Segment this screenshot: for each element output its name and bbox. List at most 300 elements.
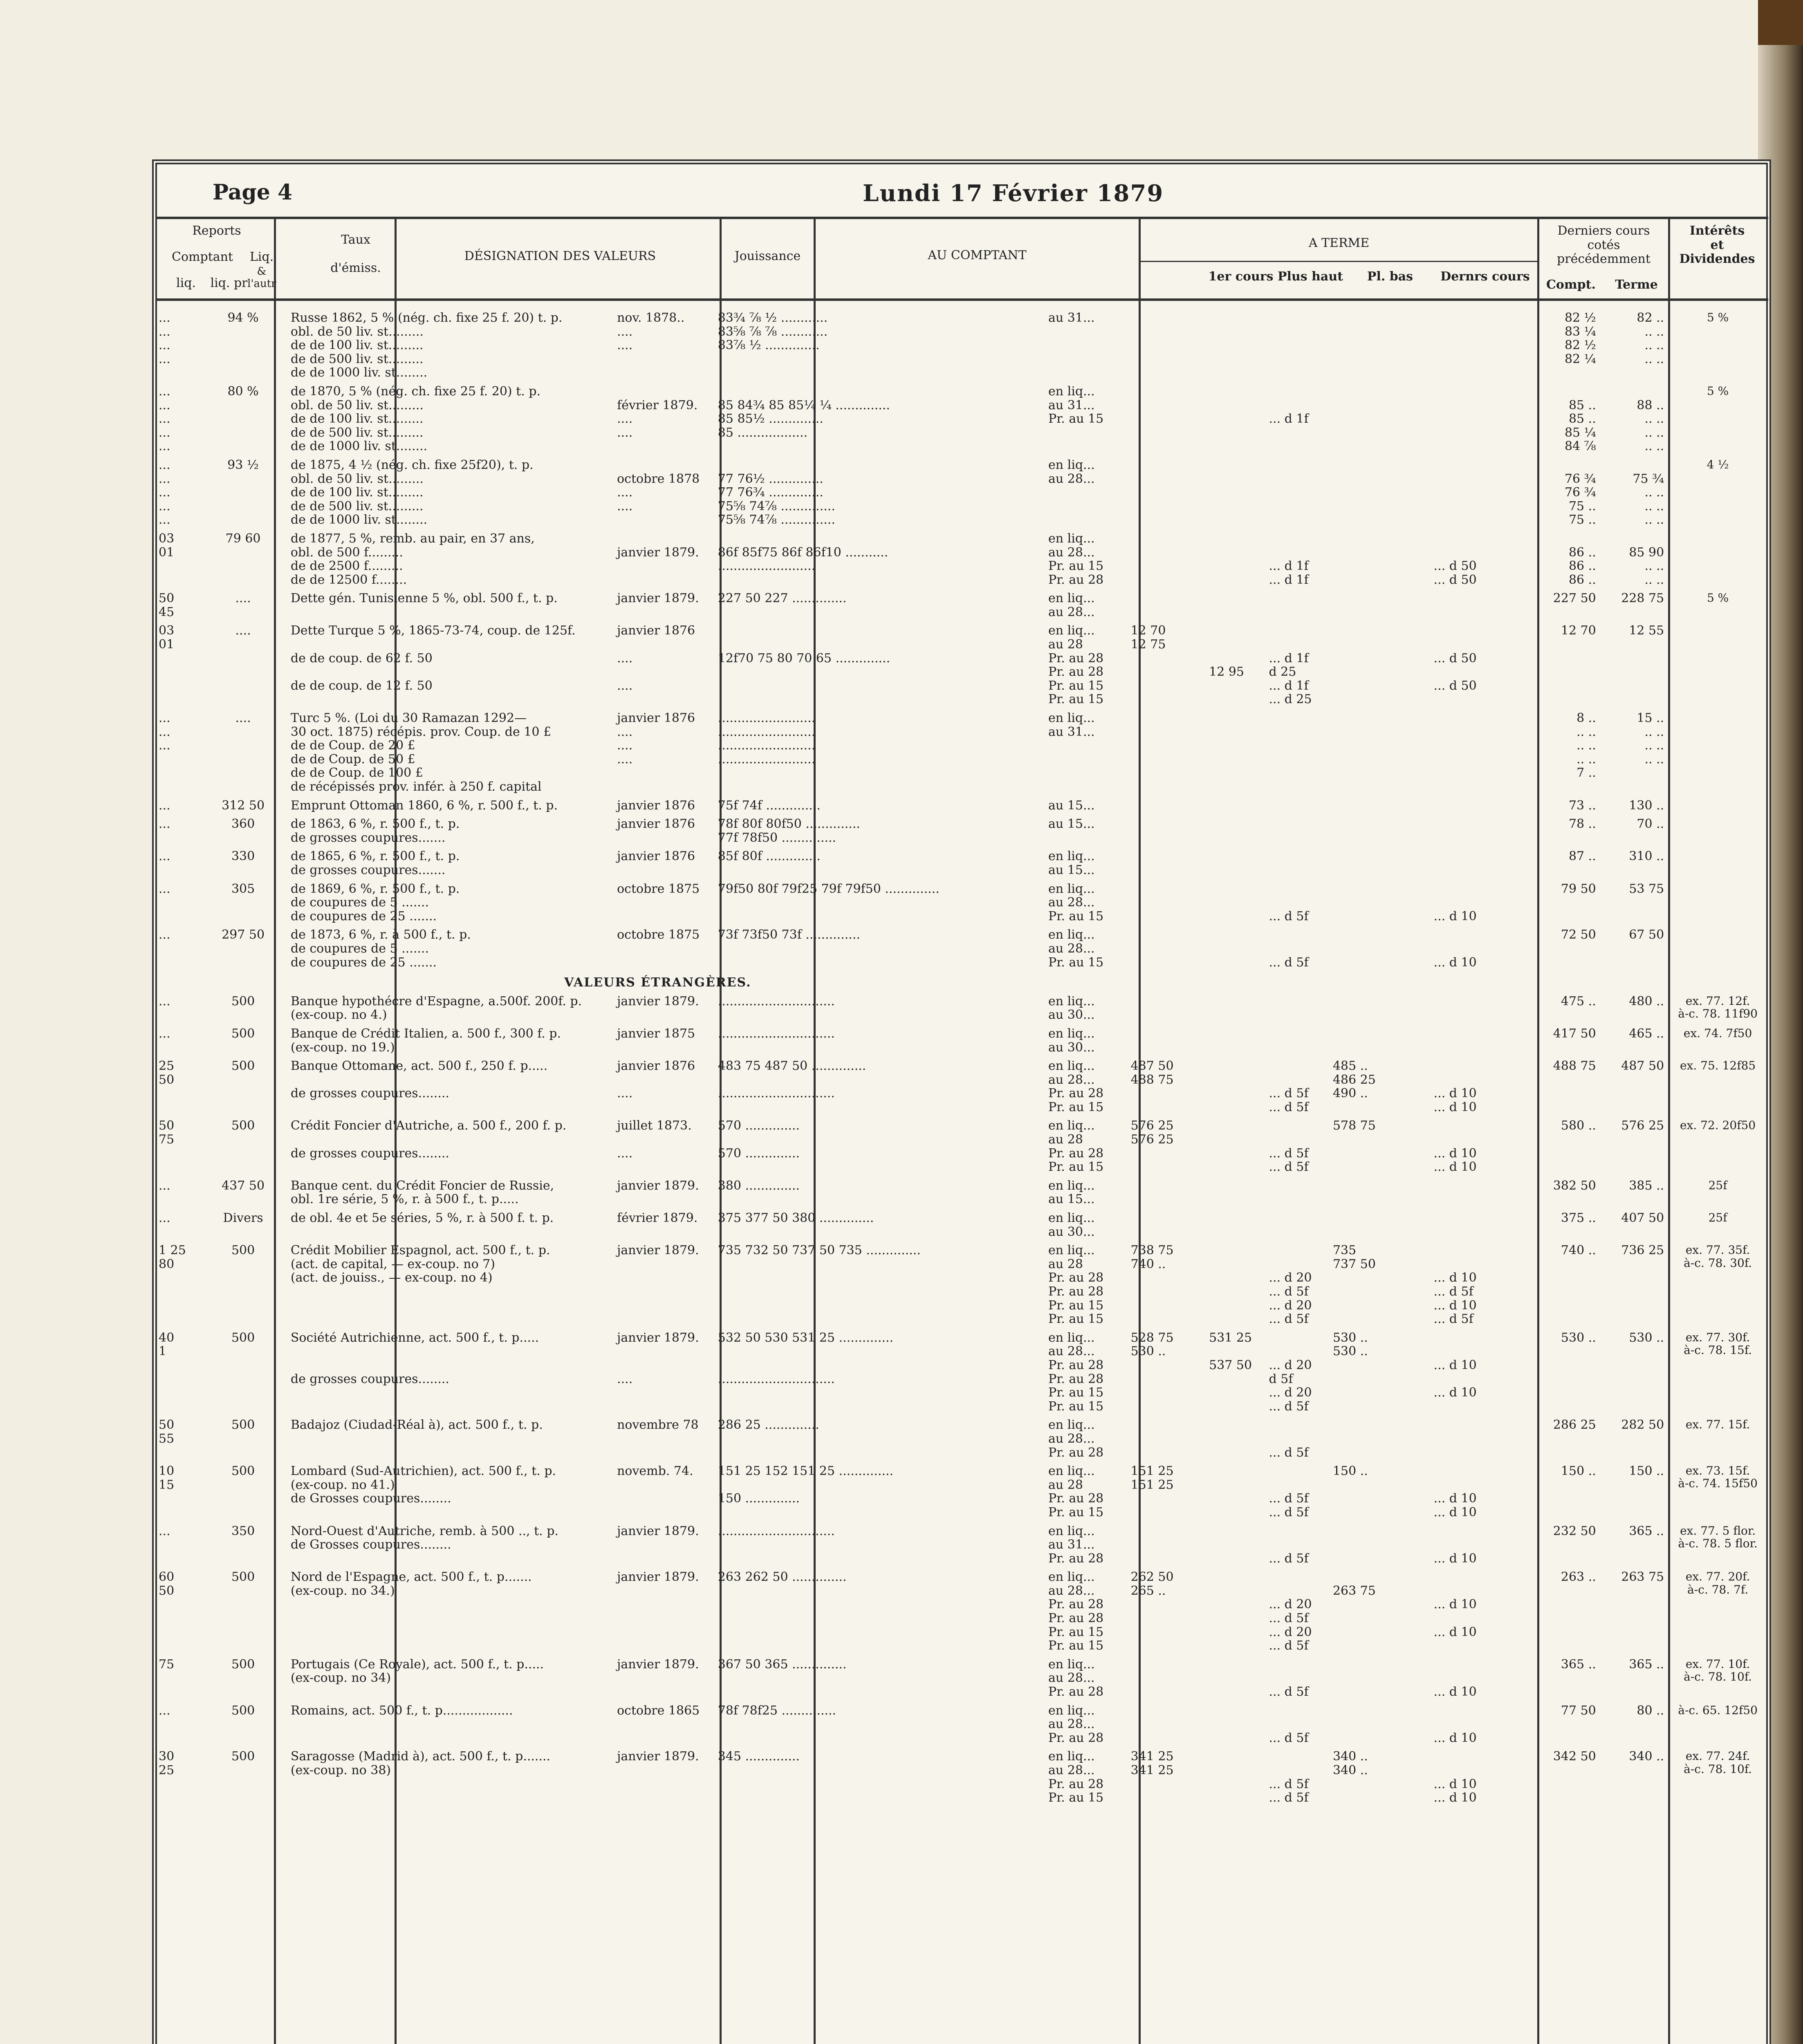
taux-cell: .... (235, 711, 251, 726)
taux-cell: Divers (223, 1211, 263, 1226)
comptant-cell: 367 50 365 .............. (718, 1657, 847, 1672)
derniers-compt-cell: 12 70 (1561, 623, 1596, 638)
comptant-cell: 380 .............. (718, 1178, 800, 1193)
plus-haut-cell (1206, 1462, 1265, 1522)
derniers-compt-cell: 77 50 (1561, 1703, 1596, 1718)
plus-haut-cell (1206, 796, 1265, 815)
table-row (155, 1024, 1768, 1057)
table-row (155, 1522, 1768, 1568)
derniers-terme-cell: 340 .. (1629, 1749, 1664, 1764)
premier-cours-cell: 12 70 12 75 (1130, 623, 1166, 652)
pl-bas-cell (1266, 456, 1330, 529)
designation-cell: Banque de Crédit Italien, a. 500 f., 300 f. p. (ex-coup. no 19.) (290, 1026, 561, 1055)
dern-cours-cell (1330, 992, 1431, 1024)
derniers-compt-cell: 286 25 (1553, 1418, 1596, 1432)
terme-cell: au 15... (1048, 817, 1095, 831)
taux-cell: 80 % (227, 384, 259, 399)
derniers-terme-cell: 365 .. (1629, 1524, 1664, 1538)
pl-bas-cell: ... d 5f (1269, 1551, 1309, 1566)
plus-haut-cell (1206, 1057, 1265, 1116)
derniers-compt-cell: 342 50 (1553, 1749, 1596, 1764)
dern-cours-suffix-cell: ... d 10 ... d 10 (1433, 1777, 1477, 1805)
hdr-a-terme: A TERME (1308, 236, 1370, 250)
derniers-terme-cell: 263 75 (1621, 1570, 1664, 1585)
dern-cours-cell (1330, 1416, 1431, 1462)
column-header-rule (155, 298, 1768, 301)
pl-bas-cell: ... d 1f d 25 ... d 1f ... d 25 (1269, 651, 1312, 707)
reports-cell: ... (159, 1211, 170, 1226)
designation-cell: Saragosse (Madrid à), act. 500 f., t. p....... (ex-coup. no 38) (290, 1749, 551, 1777)
reports-cell: ... (159, 1524, 170, 1538)
table-row (155, 1462, 1768, 1522)
premier-cours-cell (1128, 1701, 1206, 1748)
pl-bas-cell: ... d 20 d 5f ... d 20 ... d 5f (1269, 1358, 1312, 1414)
premier-cours-cell: 151 25 151 25 (1130, 1464, 1174, 1492)
comptant-cell: 79f50 80f 79f25 79f 79f50 .............. (718, 881, 940, 896)
pl-bas-cell: ... d 5f (1269, 955, 1309, 970)
reports-cell: ... (159, 881, 170, 896)
terme-cell: au 31... (1048, 311, 1095, 325)
dern-cours-suffix-cell: ... d 10 ... d 10 (1433, 1358, 1477, 1400)
reports-cell: 75 (159, 1657, 175, 1672)
interets-cell: ex. 77. 35f. à-c. 78. 30f. (1684, 1243, 1752, 1270)
premier-cours-cell (1128, 847, 1206, 879)
taux-cell: 350 (231, 1524, 255, 1538)
reports-cell: ... (159, 798, 170, 813)
derniers-compt-cell: 73 .. (1568, 798, 1596, 813)
reports-cell: 50 45 (159, 591, 175, 619)
derniers-compt-cell: 85 .. 85 .. 85 ¼ 84 ⅞ (1564, 398, 1596, 454)
table-row (155, 621, 1768, 709)
table-row (155, 1747, 1768, 1807)
designation-cell: Nord de l'Espagne, act. 500 f., t. p....... (ex-coup. no 34.) (290, 1570, 532, 1598)
jouissance-cell: janvier 1876 .... (617, 1059, 695, 1101)
reports-cell: ... ... ... ... (159, 311, 170, 366)
reports-cell: ... (159, 1026, 170, 1041)
hdr-liq-pr: liq. pr (210, 276, 248, 290)
terme-cell: en liq... au 28... Pr. au 28 Pr. au 15 (1048, 1059, 1104, 1114)
reports-cell: ... (159, 928, 170, 942)
table-row (155, 1177, 1768, 1209)
dern-cours-cell (1330, 621, 1431, 709)
plus-haut-cell (1206, 992, 1265, 1024)
dern-cours-cell: 150 .. (1332, 1464, 1368, 1479)
interets-cell: ex. 77. 5 flor. à-c. 78. 5 flor. (1678, 1524, 1758, 1550)
jouissance-cell: janvier 1879. (617, 1524, 699, 1538)
jouissance-cell: octobre 1875 (617, 881, 700, 896)
pl-bas-cell: ... d 5f (1269, 1730, 1309, 1745)
interets-cell (1667, 796, 1768, 815)
terme-cell: en liq... au 28... Pr. au 28 Pr. au 28 Pr. au 15 Pr. au 15 (1048, 1330, 1104, 1414)
hdr-liq-1: liq. (176, 276, 196, 290)
taux-cell: 79 60 (225, 531, 261, 546)
jouissance-cell: novembre 78 (617, 1418, 699, 1432)
dern-cours-suffix-cell (1431, 796, 1532, 815)
pl-bas-cell: ... d 20 ... d 5f ... d 20 ... d 5f (1269, 1271, 1312, 1327)
derniers-compt-cell: 78 .. (1568, 817, 1596, 831)
designation-cell: de 1873, 6 %, r. à 500 f., t. p. de coupures de 5 ....... de coupures de 25 ....... (290, 928, 471, 970)
comptant-cell: ......................... ......................... ......................... ......................... (718, 711, 816, 766)
dern-cours-suffix-cell (1431, 309, 1532, 382)
plus-haut-cell (1206, 529, 1265, 589)
premier-cours-cell (1128, 309, 1206, 382)
derniers-compt-cell: 82 ½ 83 ¼ 82 ½ 82 ¼ (1564, 311, 1596, 366)
premier-cours-cell (1128, 529, 1206, 589)
premier-cours-cell (1128, 1024, 1206, 1057)
pl-bas-cell (1266, 1177, 1330, 1209)
reports-cell: 50 75 (159, 1118, 175, 1147)
jouissance-cell: janvier 1879. (617, 591, 699, 606)
page-date: Lundi 17 Février 1879 (863, 180, 1164, 207)
premier-cours-cell (1128, 1416, 1206, 1462)
designation-cell: Nord-Ouest d'Autriche, remb. à 500 .., t. p. de Grosses coupures........ (290, 1524, 558, 1552)
jouissance-cell: janvier 1879. (617, 1243, 699, 1258)
hdr-taux: Taux d'émiss. (330, 233, 381, 275)
interets-cell (1667, 815, 1768, 847)
derniers-terme-cell: 150 .. (1629, 1464, 1664, 1479)
plus-haut-cell (1206, 1209, 1265, 1241)
reports-cell: ... (159, 1178, 170, 1193)
premier-cours-cell (1128, 382, 1206, 456)
plus-haut-cell (1206, 815, 1265, 847)
taux-cell: 500 (231, 1243, 255, 1258)
hdr-premier-cours: 1er cours (1208, 269, 1274, 284)
jouissance-cell: janvier 1879. .... (617, 1330, 699, 1386)
plus-haut-cell (1206, 1416, 1265, 1462)
comptant-cell: 78f 78f25 .............. (718, 1703, 836, 1718)
table-row (155, 815, 1768, 847)
derniers-compt-cell: 365 .. (1561, 1657, 1596, 1672)
reports-cell: 30 25 (159, 1749, 175, 1777)
table-row (155, 1241, 1768, 1329)
dern-cours-suffix-cell (1431, 847, 1532, 879)
jouissance-cell: janvier 1879. (617, 1570, 699, 1585)
premier-cours-cell (1128, 456, 1206, 529)
derniers-compt-cell: 8 .. .. .. .. .. .. .. 7 .. (1577, 711, 1596, 780)
dern-cours-cell: 530 .. 530 .. (1332, 1330, 1368, 1359)
terme-cell: en liq... au 28... Pr. au 28 Pr. au 28 Pr. au 15 Pr. au 15 (1048, 1570, 1104, 1653)
taux-cell: 360 (231, 817, 255, 831)
taux-cell: 297 50 (222, 928, 265, 942)
pl-bas-cell (1266, 796, 1330, 815)
designation-cell: Banque cent. du Crédit Foncier de Russie, obl. 1re série, 5 %, r. à 500 f., t. p..... (290, 1178, 554, 1207)
plus-haut-cell (1206, 1568, 1265, 1655)
interets-cell: 5 % (1707, 311, 1729, 324)
table-row (155, 309, 1768, 382)
pl-bas-cell: ... d 20 ... d 5f ... d 20 ... d 5f (1269, 1597, 1312, 1653)
premier-cours-cell: 487 50 488 75 (1130, 1059, 1174, 1087)
taux-cell: 330 (231, 849, 255, 864)
dern-cours-suffix-cell: ... d 10 (1433, 1551, 1477, 1566)
premier-cours-cell (1128, 992, 1206, 1024)
derniers-terme-cell: 75 ¾ .. .. .. .. .. .. (1633, 471, 1664, 527)
dern-cours-cell (1330, 1701, 1431, 1748)
plus-haut-cell (1206, 456, 1265, 529)
dern-cours-suffix-cell (1431, 589, 1532, 621)
interets-cell: ex. 77. 30f. à-c. 78. 15f. (1684, 1330, 1752, 1357)
comptant-cell: .............................. (718, 994, 835, 1009)
premier-cours-cell (1128, 709, 1206, 796)
dern-cours-suffix-cell (1431, 1416, 1532, 1462)
interets-cell: ex. 73. 15f. à-c. 74. 15f50 (1678, 1464, 1758, 1490)
interets-cell: 25f (1708, 1178, 1727, 1192)
dern-cours-suffix-cell (1431, 709, 1532, 796)
comptant-cell: 483 75 487 50 .............. .............................. (718, 1059, 866, 1101)
pl-bas-cell: ... d 5f ... d 5f (1269, 1777, 1309, 1805)
table-row (155, 847, 1768, 879)
pl-bas-cell: ... d 5f ... d 5f (1269, 1146, 1309, 1174)
comptant-cell: .............................. (718, 1524, 835, 1538)
derniers-terme-cell: 576 25 (1621, 1118, 1664, 1133)
table-row (155, 382, 1768, 456)
table-row (155, 1116, 1768, 1176)
table-row (155, 926, 1768, 972)
derniers-terme-cell: 12 55 (1629, 623, 1664, 638)
dern-cours-cell: 735 737 50 (1332, 1243, 1376, 1271)
designation-cell: Badajoz (Ciudad-Réal à), act. 500 f., t. p. (290, 1418, 543, 1432)
plus-haut-cell (1206, 1116, 1265, 1176)
plus-haut-cell (1206, 382, 1265, 456)
interets-cell (1667, 529, 1768, 589)
derniers-compt-cell: 488 75 (1553, 1059, 1596, 1074)
plus-haut-cell (1206, 880, 1265, 926)
dern-cours-suffix-cell: ... d 10 (1433, 1730, 1477, 1745)
designation-cell: de 1863, 6 %, r. 500 f., t. p. de grosses coupures....... (290, 817, 460, 845)
taux-cell: 500 (231, 1749, 255, 1764)
pl-bas-cell (1266, 1209, 1330, 1241)
derniers-compt-cell: 76 ¾ 76 ¾ 75 .. 75 .. (1564, 471, 1596, 527)
jouissance-cell: janvier 1879. (617, 545, 699, 560)
interets-cell: ex. 77. 15f. (1685, 1418, 1750, 1432)
taux-cell: .... (235, 623, 251, 638)
hdr-pl-bas: Pl. bas (1367, 269, 1413, 284)
interets-cell: ex. 77. 20f. à-c. 78. 7f. (1685, 1570, 1750, 1596)
plus-haut-cell (1206, 1655, 1265, 1701)
premier-cours-cell (1128, 1522, 1206, 1568)
derniers-compt-cell: 232 50 (1553, 1524, 1596, 1538)
section-heading: VALEURS ÉTRANGÈRES. (564, 975, 751, 990)
comptant-cell: 263 262 50 .............. (718, 1570, 847, 1585)
table-row (155, 1329, 1768, 1416)
hdr-terme: Terme (1615, 278, 1658, 292)
premier-cours-cell (1128, 815, 1206, 847)
table-row (155, 992, 1768, 1024)
dern-cours-suffix-cell: ... d 10 ... d 10 (1433, 1491, 1477, 1520)
interets-cell: ex. 75. 12f85 (1680, 1059, 1756, 1073)
dern-cours-cell (1330, 880, 1431, 926)
jouissance-cell: janvier 1879. (617, 994, 699, 1009)
comptant-cell: 86f 85f75 86f 86f10 ........... ......................... (718, 545, 888, 574)
interets-cell: 5 % (1707, 384, 1729, 398)
table-row (155, 709, 1768, 796)
dern-cours-cell (1330, 796, 1431, 815)
taux-cell: 500 (231, 1059, 255, 1074)
designation-cell: de obl. 4e et 5e séries, 5 %, r. à 500 f. t. p. (290, 1211, 554, 1226)
derniers-compt-cell: 580 .. (1561, 1118, 1596, 1133)
hdr-derniers-cours: Derniers cours cotés précédemment (1557, 224, 1651, 266)
dern-cours-suffix-cell: ... d 50 ... d 50 (1433, 651, 1477, 693)
derniers-compt-cell: 263 .. (1561, 1570, 1596, 1585)
table-row (155, 796, 1768, 815)
pl-bas-cell (1266, 589, 1330, 621)
dern-cours-cell (1330, 309, 1431, 382)
reports-cell: 10 15 (159, 1464, 175, 1492)
jouissance-cell: novemb. 74. (617, 1464, 693, 1479)
dern-cours-cell (1330, 529, 1431, 589)
dern-cours-suffix-cell (1431, 382, 1532, 456)
comptant-cell: 532 50 530 531 25 .............. .............................. (718, 1330, 894, 1386)
derniers-terme-cell: 67 50 (1629, 928, 1664, 942)
terme-cell: en liq... au 28 Pr. au 28 Pr. au 15 (1048, 1118, 1104, 1174)
dern-cours-cell (1330, 456, 1431, 529)
hdr-liq: Liq. (249, 250, 274, 264)
interets-cell (1667, 880, 1768, 926)
designation-cell: Lombard (Sud-Autrichien), act. 500 f., t. p. (ex-coup. no 41.) de Grosses coupures........ (290, 1464, 556, 1506)
page-number: Page 4 (213, 180, 293, 205)
derniers-compt-cell: 79 50 (1561, 881, 1596, 896)
interets-cell: 5 % (1707, 591, 1729, 605)
plus-haut-cell: 531 25 537 50 (1209, 1330, 1252, 1372)
dern-cours-cell (1330, 1209, 1431, 1241)
table-row (155, 1416, 1768, 1462)
derniers-terme-cell: 85 90 .. .. .. .. (1629, 545, 1664, 587)
derniers-terme-cell: 736 25 (1621, 1243, 1664, 1258)
jouissance-cell: nov. 1878.. .... .... (617, 311, 685, 353)
dern-cours-cell (1330, 815, 1431, 847)
derniers-compt-cell: 382 50 (1553, 1178, 1596, 1193)
premier-cours-cell (1128, 1655, 1206, 1701)
interets-cell (1667, 847, 1768, 879)
taux-cell: 500 (231, 1026, 255, 1041)
plus-haut-cell (1206, 1701, 1265, 1748)
premier-cours-cell: 576 25 576 25 (1130, 1118, 1174, 1147)
reports-cell: ... (159, 817, 170, 831)
derniers-compt-cell: 227 50 (1553, 591, 1596, 606)
comptant-cell: 75f 74f .............. (718, 798, 821, 813)
comptant-cell: 227 50 227 .............. (718, 591, 847, 606)
reports-cell: ... (159, 849, 170, 864)
premier-cours-cell (1128, 589, 1206, 621)
terme-cell: en liq... au 30... (1048, 994, 1095, 1022)
premier-cours-cell: 341 25 341 25 (1130, 1749, 1174, 1777)
terme-cell: en liq... au 30... (1048, 1026, 1095, 1055)
taux-cell: 94 % (227, 311, 259, 325)
jouissance-cell: janvier 1876 .... .... (617, 623, 695, 693)
designation-cell: Emprunt Ottoman 1860, 6 %, r. 500 f., t. p. (290, 798, 558, 813)
plus-haut-cell (1206, 1241, 1265, 1329)
comptant-cell: 735 732 50 737 50 735 .............. (718, 1243, 921, 1258)
designation-cell: de 1869, 6 %, r. 500 f., t. p. de coupures de 5 ....... de coupures de 25 ....... (290, 881, 460, 923)
derniers-terme-cell: 530 .. (1629, 1330, 1664, 1345)
dern-cours-cell: 263 75 (1332, 1583, 1376, 1598)
derniers-terme-cell: 480 .. (1629, 994, 1664, 1009)
derniers-terme-cell: 82 .. .. .. .. .. .. .. (1637, 311, 1664, 366)
dern-cours-cell (1330, 1177, 1431, 1209)
comptant-cell: 73f 73f50 73f .............. (718, 928, 860, 942)
pl-bas-cell: ... d 5f (1269, 1445, 1309, 1460)
interets-cell: à-c. 65. 12f50 (1678, 1703, 1758, 1717)
plus-haut-cell (1206, 709, 1265, 796)
derniers-terme-cell: 53 75 (1629, 881, 1664, 896)
table-row (155, 1701, 1768, 1748)
table-row (155, 589, 1768, 621)
section-row (155, 972, 1768, 992)
terme-cell: en liq... au 28 Pr. au 28 Pr. au 28 Pr. au 15 Pr. au 15 (1048, 623, 1104, 707)
premier-cours-cell (1128, 796, 1206, 815)
dern-cours-suffix-cell: ... d 10 ... d 10 (1433, 1597, 1477, 1639)
reports-cell: 1 25 80 (159, 1243, 186, 1271)
table-row (155, 529, 1768, 589)
jouissance-cell: octobre 1875 (617, 928, 700, 942)
table-row (155, 880, 1768, 926)
jouissance-cell: juillet 1873. .... (617, 1118, 692, 1161)
designation-cell: Portugais (Ce Royale), act. 500 f., t. p..... (ex-coup. no 34) (290, 1657, 544, 1685)
interets-cell: 25f (1708, 1211, 1727, 1225)
terme-cell: en liq... au 15... (1048, 849, 1095, 877)
interets-cell (1667, 926, 1768, 972)
pl-bas-cell (1266, 309, 1330, 382)
pl-bas-cell (1266, 992, 1330, 1024)
pl-bas-cell: ... d 5f ... d 5f (1269, 1086, 1309, 1114)
jouissance-cell: janvier 1875 (617, 1026, 695, 1041)
taux-cell: 500 (231, 1418, 255, 1432)
terme-cell: en liq... au 31... Pr. au 28 (1048, 1524, 1104, 1566)
taux-cell: 305 (231, 881, 255, 896)
terme-cell: en liq... au 15... (1048, 1178, 1095, 1207)
terme-cell: en liq... au 28... Pr. au 28 (1048, 1657, 1104, 1699)
dern-cours-suffix-cell: ... d 10 ... d 10 (1433, 1086, 1477, 1114)
comptant-cell: 85f 80f .............. (718, 849, 821, 864)
taux-cell: 93 ½ (227, 457, 259, 472)
hdr-comptant: Comptant (172, 250, 233, 264)
designation-cell: Russe 1862, 5 % (nég. ch. fixe 25 f. 20) t. p. obl. de 50 liv. st......... de de 100 liv. st......... de de 500 liv. st......... de de 1000 liv. st........ (290, 311, 563, 380)
table-row (155, 1655, 1768, 1701)
derniers-terme-cell: 80 .. (1637, 1703, 1664, 1718)
jouissance-cell: janvier 1876 (617, 817, 695, 831)
derniers-terme-cell: 365 .. (1629, 1657, 1664, 1672)
interets-cell: ex. 77. 24f. à-c. 78. 10f. (1684, 1749, 1752, 1776)
plus-haut-cell (1206, 1522, 1265, 1568)
table-row (155, 456, 1768, 529)
quotation-table (155, 309, 1768, 1807)
taux-cell: 500 (231, 1118, 255, 1133)
plus-haut-cell (1206, 589, 1265, 621)
dern-cours-cell: 340 .. 340 .. (1332, 1749, 1368, 1777)
terme-cell: en liq... au 28... (1048, 457, 1095, 486)
page-header (164, 176, 1762, 207)
comptant-cell: 83¾ ⅞ ½ ............ 83⅝ ⅞ ⅞ ............ 83⅞ ½ .............. (718, 311, 828, 353)
dern-cours-suffix-cell (1431, 1177, 1532, 1209)
hdr-liq-autr: & l'autr (247, 265, 276, 290)
taux-cell: 500 (231, 1703, 255, 1718)
jouissance-cell: janvier 1879. (617, 1657, 699, 1672)
dern-cours-suffix-cell: ... d 10 ... d 10 (1433, 1146, 1477, 1174)
derniers-terme-cell: 310 .. (1629, 849, 1664, 864)
designation-cell: Turc 5 %. (Loi du 30 Ramazan 1292— 30 oct. 1875) récépis. prov. Coup. de 10 £ de de Coup. de 20 £ de de Coup. de 50 £ de de Coup. de 100 £ de récépissés prov. infér. à 250 f. capital (290, 711, 552, 794)
premier-cours-cell (1128, 880, 1206, 926)
designation-cell: de 1870, 5 % (nég. ch. fixe 25 f. 20) t. p. obl. de 50 liv. st......... de de 100 liv. st......... de de 500 liv. st......... de de 1000 liv. st........ (290, 384, 541, 454)
pl-bas-cell (1266, 709, 1330, 796)
designation-cell: de 1877, 5 %, remb. au pair, en 37 ans, obl. de 500 f......... de de 2500 f......... de de 12500 f........ (290, 531, 535, 587)
interets-cell: 4 ½ (1707, 457, 1729, 471)
terme-cell: en liq... au 28... (1048, 591, 1095, 619)
dern-cours-suffix-cell (1431, 1209, 1532, 1241)
terme-cell: en liq... au 28 Pr. au 28 Pr. au 28 Pr. au 15 Pr. au 15 (1048, 1243, 1104, 1327)
terme-subheader-rule (1141, 261, 1537, 262)
derniers-compt-cell: 475 .. (1561, 994, 1596, 1009)
plus-haut-cell (1206, 1177, 1265, 1209)
plus-haut-cell (1206, 926, 1265, 972)
